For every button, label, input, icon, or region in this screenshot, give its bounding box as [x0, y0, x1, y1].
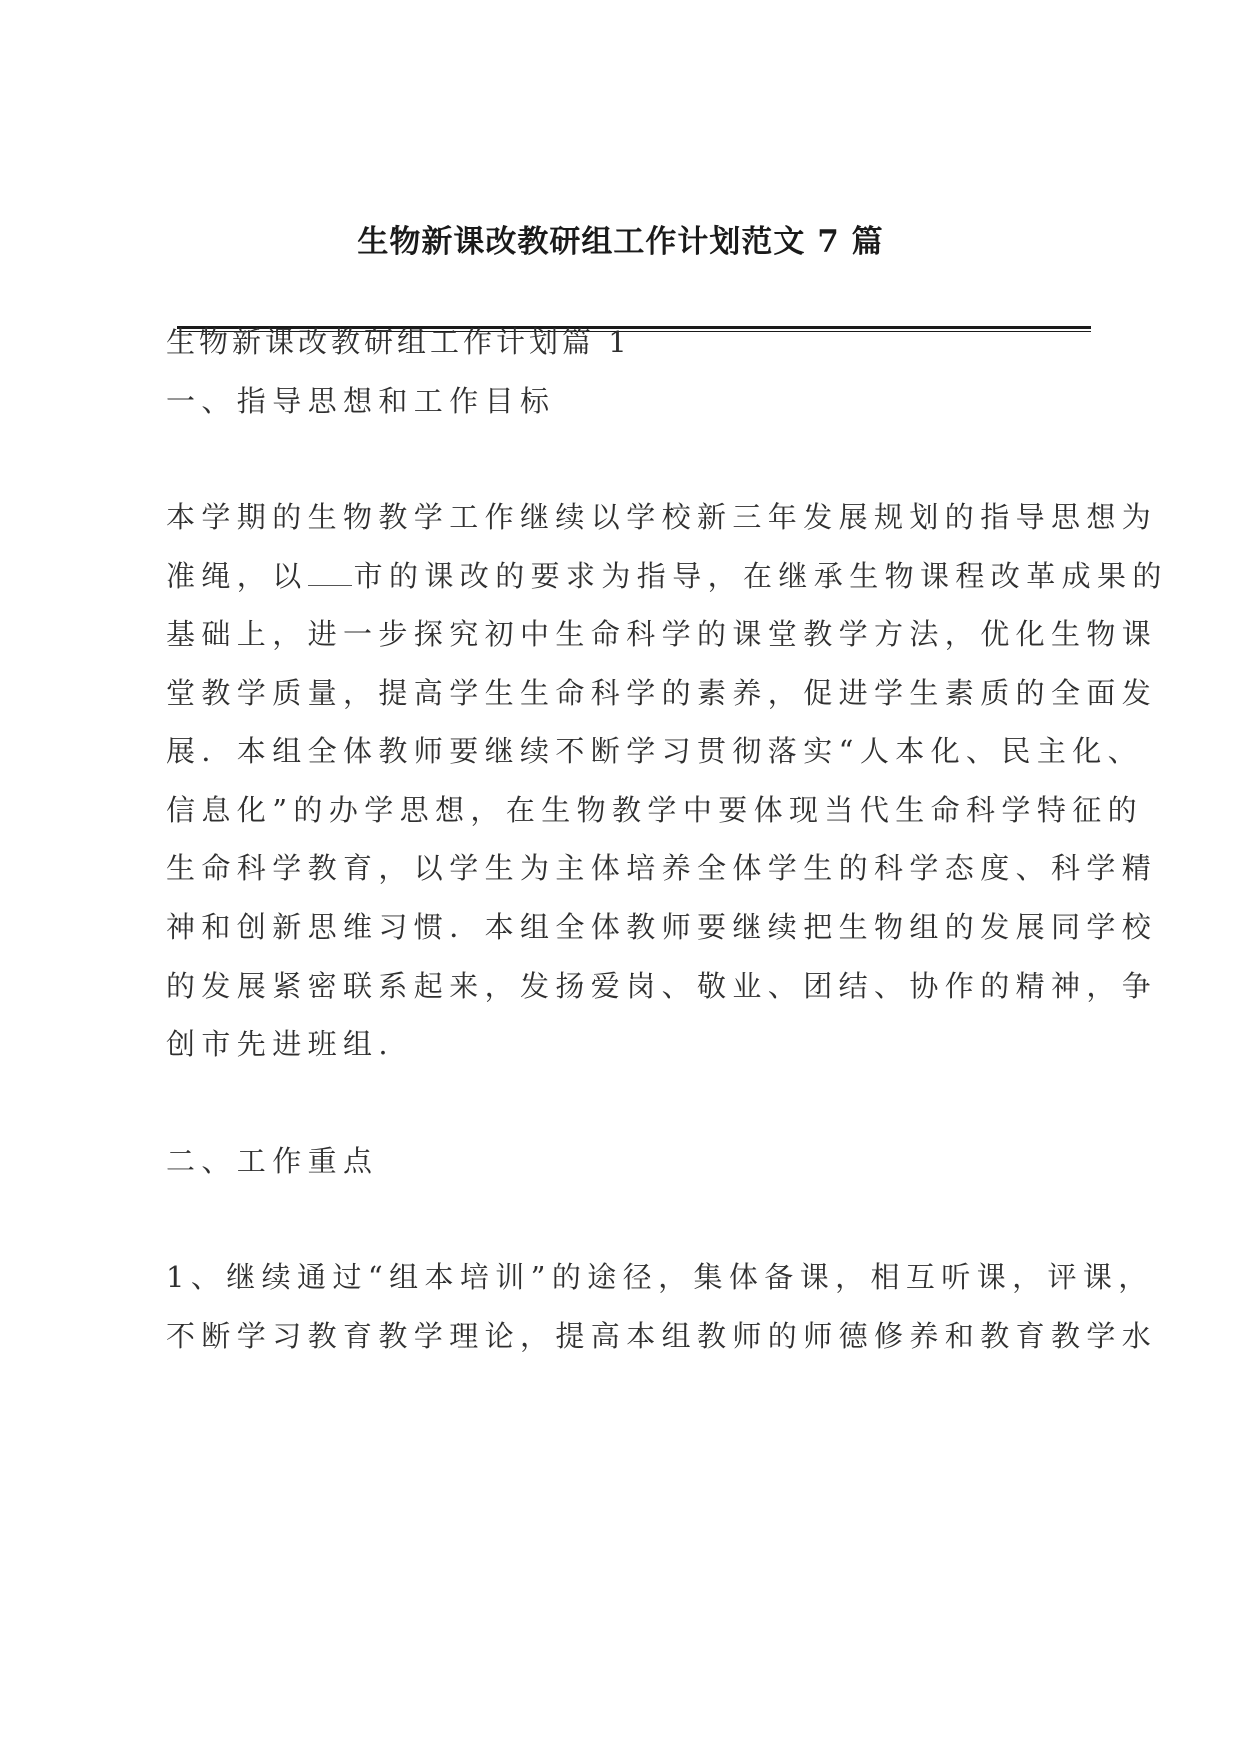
paragraph-line: 1、继续通过“组本培训”的途径，集体备课，相互听课，评课， [166, 1260, 1154, 1294]
paragraph-line: 展．本组全体教师要继续不断学习贯彻落实“人本化、民主化、 [166, 734, 1144, 768]
paragraph-line: 堂教学质量，提高学生生命科学的素养，促进学生素质的全面发 [166, 676, 1158, 710]
paragraph-text: 市的课改的要求为指导，在继承生物课程改革成果的 [353, 559, 1168, 593]
paragraph-line [166, 556, 1168, 596]
paragraph-line: 神和创新思维习惯．本组全体教师要继续把生物组的发展同学校 [166, 910, 1158, 944]
paragraph-line: 信息化”的办学思想，在生物教学中要体现当代生命科学特征的 [166, 793, 1144, 827]
paragraph-line: 生命科学教育，以学生为主体培养全体学生的科学态度、科学精 [166, 851, 1158, 885]
paragraph-text: 准绳，以 [166, 559, 308, 593]
section-heading-2: 二、工作重点 [166, 1144, 379, 1178]
fill-in-blank [308, 557, 352, 586]
article-subtitle: 生物新课改教研组工作计划篇 1 [166, 325, 631, 359]
paragraph-line: 创市先进班组. [166, 1027, 395, 1061]
paragraph-line: 基础上，进一步探究初中生命科学的课堂教学方法，优化生物课 [166, 617, 1158, 651]
paragraph-line: 的发展紧密联系起来，发扬爱岗、敬业、团结、协作的精神，争 [166, 969, 1158, 1003]
paragraph-line: 不断学习教育教学理论，提高本组教师的师德修养和教育教学水 [166, 1319, 1158, 1353]
document-title: 生物新课改教研组工作计划范文 7 篇 [357, 224, 884, 260]
paragraph-line: 本学期的生物教学工作继续以学校新三年发展规划的指导思想为 [166, 500, 1158, 534]
section-heading-1: 一、指导思想和工作目标 [166, 384, 556, 418]
